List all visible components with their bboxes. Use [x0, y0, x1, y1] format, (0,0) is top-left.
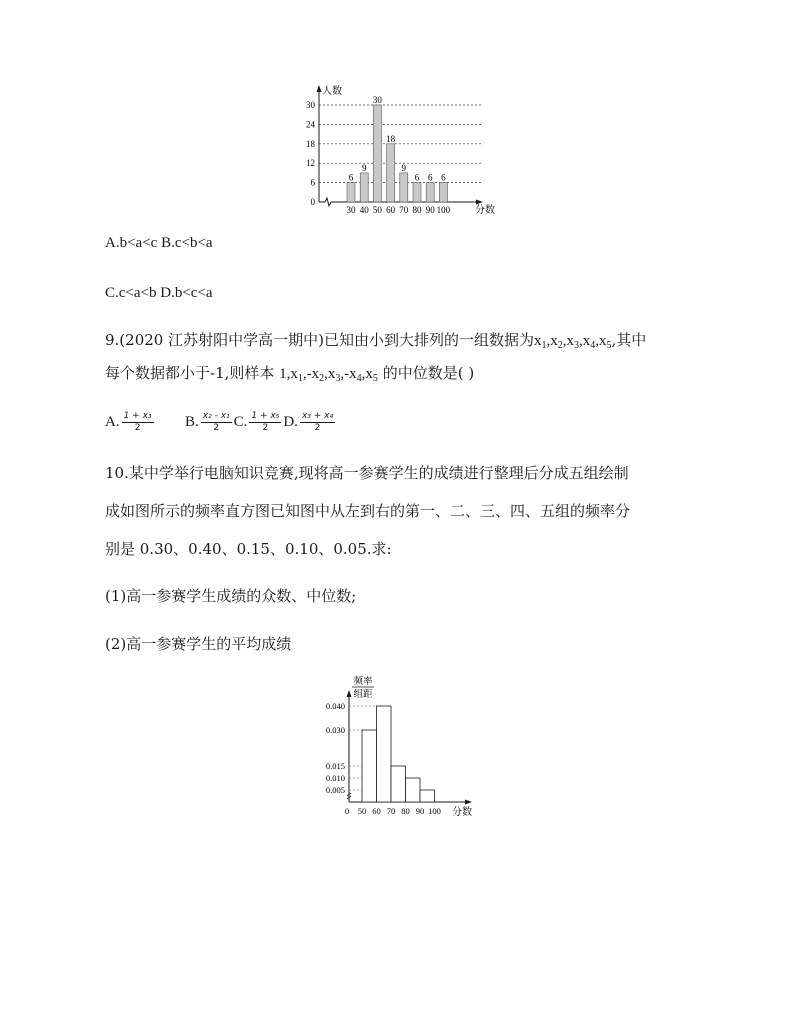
q9-line-1: [105, 331, 646, 350]
bar-data-label: 18: [386, 133, 396, 144]
bar: [426, 183, 434, 202]
x-tick-label: 90: [415, 806, 425, 816]
histogram-bar: [406, 778, 421, 802]
y-axis-title-bottom: 组距: [353, 690, 373, 700]
q9-sample-list: $1,x_1,-x_2,x_3,-x_4,x_5$: [279, 366, 378, 384]
bar: [347, 183, 355, 202]
bar-data-label: 6: [414, 172, 420, 183]
bar-data-label: 30: [372, 95, 382, 105]
q9-line2-a: 每个数据都小于-1,则样本: [105, 364, 275, 382]
x-tick-label: 100: [428, 806, 441, 816]
q9-suffix: ,其中: [611, 331, 647, 349]
y-tick-label: 0.030: [325, 725, 345, 735]
y-axis-arrow: [317, 85, 322, 92]
bar-data-label: 6: [441, 172, 446, 183]
y-axis-title: 人数: [322, 86, 342, 97]
x-tick-label: 70: [386, 806, 396, 816]
bar: [413, 183, 421, 202]
q10-line-3: 别是 0.30、0.40、0.15、0.10、0.05.求:: [105, 540, 392, 558]
bar-data-label: 6: [348, 172, 354, 183]
bar-data-label: 9: [401, 162, 407, 173]
q9-option-a-label: A.: [105, 414, 120, 430]
x-tick-label: 60: [386, 205, 396, 215]
histogram-bar: [362, 730, 377, 802]
q9-option-a-fraction: [122, 411, 154, 434]
q9-option-b-numerator: x₂ - x₁: [202, 411, 230, 422]
y-tick-label: 0: [310, 197, 315, 207]
bar-data-label: 9: [361, 162, 367, 173]
q9-options: [105, 410, 337, 434]
bar: [373, 105, 381, 202]
y-axis-title-top: 频率: [353, 677, 373, 687]
q9-option-c-label: C.: [233, 414, 248, 430]
bar: [439, 183, 447, 202]
y-tick-label: 12: [306, 158, 315, 169]
q9-prefix: 9.(2020 江苏射阳中学高一期中)已知由小到大排列的一组数据为: [105, 331, 534, 349]
x-tick-label: 30: [346, 205, 356, 215]
x-axis-title: 分数: [452, 807, 472, 818]
q9-option-d-label: D.: [283, 414, 298, 430]
q9-option-b-label: B.: [185, 414, 199, 430]
frequency-histogram: [312, 672, 482, 822]
x-tick-label: 80: [401, 806, 410, 816]
q9-data-list: $x_1,x_2,x_3,x_4,x_5$: [533, 333, 612, 351]
x-tick-label: 50: [357, 806, 367, 816]
x-axis-arrow: [465, 800, 472, 805]
y-tick-label: 0.015: [325, 761, 345, 771]
q9-option-d-fraction: [300, 411, 335, 434]
q10-line-1: 10.某中学举行电脑知识竞赛,现将高一参赛学生的成绩进行整理后分成五组绘制: [105, 464, 629, 482]
q9-option-a-denominator: 2: [134, 423, 141, 434]
q9-option-d-denominator: 2: [314, 423, 321, 434]
q9-option-c-numerator: 1 + x₅: [251, 411, 280, 422]
q9-line2-b: 的中位数是( ): [382, 364, 475, 382]
y-tick-label: 18: [306, 138, 315, 149]
y-tick-label: 30: [306, 100, 315, 110]
q9-option-c-fraction: [249, 411, 281, 434]
y-tick-label: 0.040: [325, 701, 345, 711]
histogram-bar: [391, 766, 406, 802]
q9-option-b-denominator: 2: [213, 423, 220, 434]
y-tick-label: 24: [306, 119, 315, 130]
x-tick-label: 90: [425, 205, 435, 215]
x-tick-label: 80: [412, 205, 422, 215]
q8-options-line-1: A.b<a<c B.c<b<a: [105, 235, 213, 251]
y-axis-arrow: [347, 690, 352, 697]
q8-options-line-2: C.c<a<b D.b<c<a: [105, 285, 213, 301]
x-tick-label: 0: [344, 806, 350, 816]
axis-break-mark: [325, 198, 331, 206]
x-axis-title: 分数: [475, 205, 495, 216]
q9-option-a-numerator: 1 + x₃: [123, 411, 152, 422]
bar-data-label: 6: [427, 172, 433, 183]
x-tick-label: 40: [359, 205, 369, 215]
x-tick-label: 100: [436, 205, 451, 215]
histogram-bar: [377, 706, 392, 802]
q9-line-2: [105, 364, 474, 383]
q10-line-2: 成如图所示的频率直方图已知图中从左到右的第一、二、三、四、五组的频率分: [105, 502, 631, 520]
q10-subquestion-1: (1)高一参赛学生成绩的众数、中位数;: [105, 587, 357, 605]
bar: [360, 173, 368, 202]
x-tick-label: 70: [399, 205, 409, 215]
score-count-bar-chart: [290, 82, 510, 217]
histogram-bar: [420, 790, 435, 802]
x-tick-label: 60: [372, 806, 381, 816]
y-tick-label: 0.010: [325, 773, 345, 783]
y-tick-label: 0.005: [325, 785, 345, 795]
x-tick-label: 50: [372, 205, 382, 215]
q9-option-b-fraction: [201, 411, 232, 434]
x-axis-arrow: [476, 200, 483, 205]
q10-subquestion-2: (2)高一参赛学生的平均成绩: [105, 635, 292, 653]
q9-option-d-numerator: x₃ + x₄: [301, 411, 334, 422]
y-tick-label: 6: [310, 177, 315, 188]
q9-option-c-denominator: 2: [262, 423, 269, 434]
bar: [400, 173, 408, 202]
bar: [387, 144, 395, 202]
